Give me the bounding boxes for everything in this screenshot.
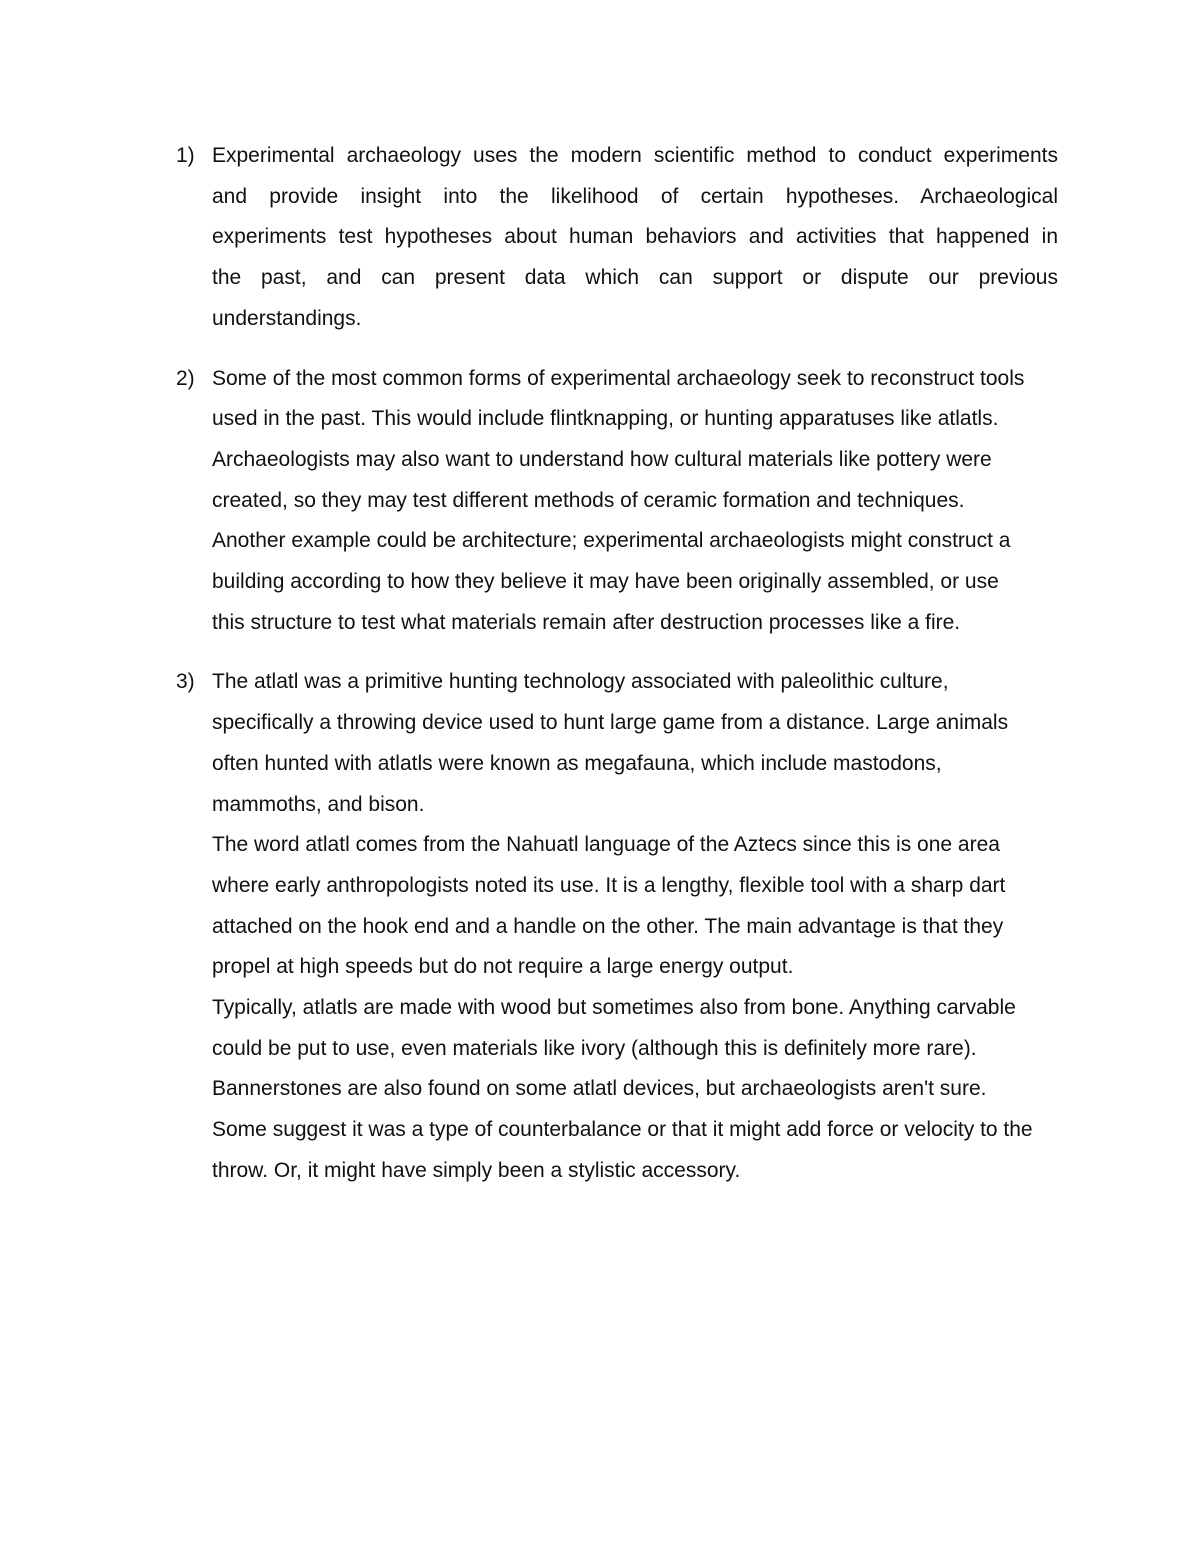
paragraph: Experimental archaeology uses the modern scientific method to conduct experiments and provide insight into the likelihood of certain hypotheses. Archaeological experiments test hypotheses about human behaviors and activities that happened in the past, and can present data which can support or dispute our previous understandings. [212,144,1058,330]
numbered-list [176,136,1058,1211]
paragraph: The word atlatl comes from the Nahuatl language of the Aztecs since this is one area where early anthropologists noted its use. It is a lengthy, flexible tool with a sharp dart attached on the hook end and a handle on the other. The main advantage is that they propel at high speeds but do not require a large energy output. [212,833,1006,979]
paragraph: The atlatl was a primitive hunting technology associated with paleolithic culture, specifically a throwing device used to hunt large game from a distance. Large animals often hunted with atlatls were known as megafauna, which include mastodons, mammoths, and bison. [212,670,1009,816]
paragraph: Some of the most common forms of experimental archaeology seek to reconstruct tools used in the past. This would include flintknapping, or hunting apparatuses like atlatls. Archaeologists may also want to understand how cultural materials like pottery were created, so they may test different methods of ceramic formation and techniques. Another example could be architecture; experimental archaeologists might construct a building according to how they believe it may have been originally assembled, or use this structure to test what materials remain after destruction processes like a fire. [212,366,1025,634]
list-item [176,359,1058,644]
list-item [176,662,1058,1191]
list-item-number: 1) [176,144,195,167]
list-item [176,136,1058,340]
list-item-number: 2) [176,366,195,390]
list-item-number: 3) [176,670,195,694]
paragraph: Typically, atlatls are made with wood but sometimes also from bone. Anything carvable could be put to use, even materials like ivory (although this is definitely more rare). Bannerstones are also found on some atlatl devices, but archaeologists aren't sure. Some suggest it was a type of counterbalance or that it might add force or velocity to the throw. Or, it might have simply been a stylistic accessory. [212,996,1033,1182]
